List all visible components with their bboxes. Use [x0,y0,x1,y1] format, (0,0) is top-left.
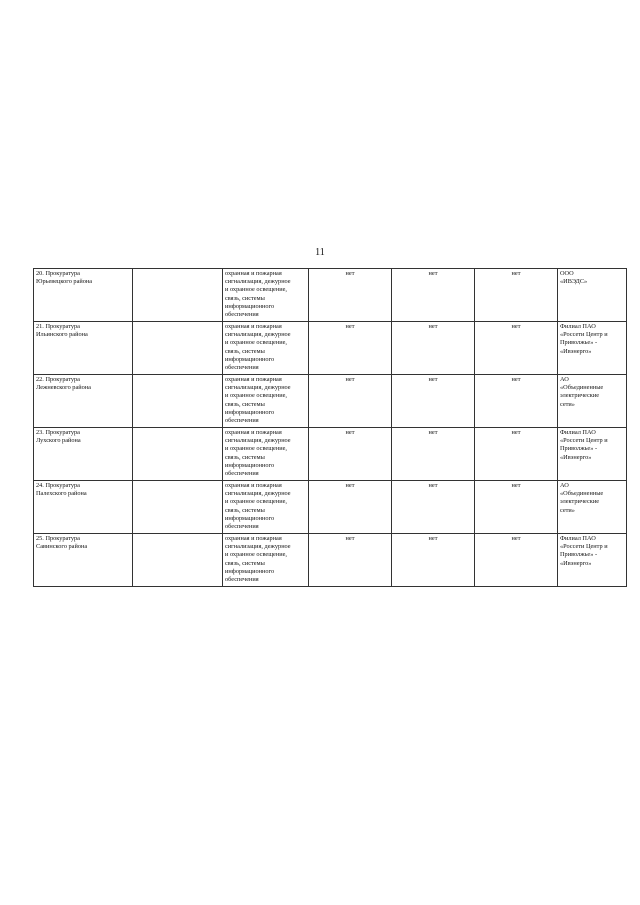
systems-cell-text: охранная и пожарная сигнализация, дежурное и охранное освещение, связь, системы информационного обеспечения [225,482,291,531]
supplier-cell [558,534,627,587]
value-cell-3 [475,322,558,375]
value-cell-1 [309,322,392,375]
systems-cell-text: охранная и пожарная сигнализация, дежурное и охранное освещение, связь, системы информационного обеспечения [225,323,291,372]
value-cell-1 [309,534,392,587]
value-cell-1 [309,428,392,481]
value-cell-2-text: нет [428,323,438,330]
value-cell-1-text: нет [345,270,355,277]
facility-name-cell [34,428,133,481]
systems-cell [223,428,309,481]
systems-cell [223,269,309,322]
value-cell-1-text: нет [345,323,355,330]
value-cell-1-text: нет [345,376,355,383]
facility-name-cell [34,481,133,534]
value-cell-2-text: нет [428,270,438,277]
value-cell-2-text: нет [428,535,438,542]
value-cell-2-text: нет [428,482,438,489]
facilities-table [33,268,627,587]
supplier-cell-text: АО «Объединенные электрические сети» [560,482,604,514]
facility-name-cell-text: 20. Прокуратура Юрьевецкого района [36,270,93,286]
value-cell-3 [475,481,558,534]
supplier-cell-text: Филиал ПАО «Россети Центр и Приволжье» - «Ивэнерго» [560,323,608,355]
table-row [34,322,627,375]
value-cell-2 [392,269,475,322]
facility-name-cell-text: 21. Прокуратура Ильинского района [36,323,88,339]
value-cell-2-text: нет [428,429,438,436]
value-cell-1-text: нет [345,535,355,542]
table-row [34,481,627,534]
facility-name-cell [34,322,133,375]
facility-name-cell [34,269,133,322]
value-cell-3-text: нет [511,376,521,383]
empty-cell [133,269,223,322]
table-row [34,375,627,428]
facility-name-cell [34,534,133,587]
value-cell-2 [392,534,475,587]
systems-cell-text: охранная и пожарная сигнализация, дежурное и охранное освещение, связь, системы информационного обеспечения [225,429,291,478]
value-cell-3 [475,269,558,322]
facility-name-cell [34,375,133,428]
supplier-cell [558,375,627,428]
facility-name-cell-text: 24. Прокуратура Палехского района [36,482,87,498]
systems-cell [223,375,309,428]
systems-cell [223,534,309,587]
supplier-cell-text: АО «Объединенные электрические сети» [560,376,604,408]
value-cell-3-text: нет [511,323,521,330]
value-cell-2 [392,322,475,375]
empty-cell [133,481,223,534]
value-cell-1 [309,481,392,534]
systems-cell [223,481,309,534]
value-cell-3-text: нет [511,270,521,277]
systems-cell-text: охранная и пожарная сигнализация, дежурное и охранное освещение, связь, системы информационного обеспечения [225,376,291,425]
value-cell-1-text: нет [345,429,355,436]
empty-cell [133,322,223,375]
value-cell-2 [392,375,475,428]
systems-cell-text: охранная и пожарная сигнализация, дежурное и охранное освещение, связь, системы информационного обеспечения [225,270,291,319]
value-cell-3 [475,375,558,428]
empty-cell [133,534,223,587]
value-cell-3-text: нет [511,482,521,489]
systems-cell-text: охранная и пожарная сигнализация, дежурное и охранное освещение, связь, системы информационного обеспечения [225,535,291,584]
supplier-cell-text: ООО «ИВЭДС» [560,270,588,286]
supplier-cell-text: Филиал ПАО «Россети Центр и Приволжье» - «Ивэнерго» [560,535,608,567]
value-cell-1 [309,375,392,428]
value-cell-2 [392,428,475,481]
empty-cell [133,375,223,428]
table-row [34,269,627,322]
table-body [34,269,627,587]
supplier-cell-text: Филиал ПАО «Россети Центр и Приволжье» - «Ивэнерго» [560,429,608,461]
table-row [34,534,627,587]
value-cell-3 [475,534,558,587]
systems-cell [223,322,309,375]
supplier-cell [558,428,627,481]
empty-cell [133,428,223,481]
value-cell-2-text: нет [428,376,438,383]
supplier-cell [558,269,627,322]
supplier-cell [558,481,627,534]
supplier-cell [558,322,627,375]
value-cell-2 [392,481,475,534]
table-row [34,428,627,481]
value-cell-1 [309,269,392,322]
facility-name-cell-text: 25. Прокуратура Савинского района [36,535,88,551]
value-cell-1-text: нет [345,482,355,489]
value-cell-3 [475,428,558,481]
value-cell-3-text: нет [511,429,521,436]
facility-name-cell-text: 22. Прокуратура Лежневского района [36,376,91,392]
page-number: 11 [315,247,325,258]
facility-name-cell-text: 23. Прокуратура Лухского района [36,429,81,445]
value-cell-3-text: нет [511,535,521,542]
